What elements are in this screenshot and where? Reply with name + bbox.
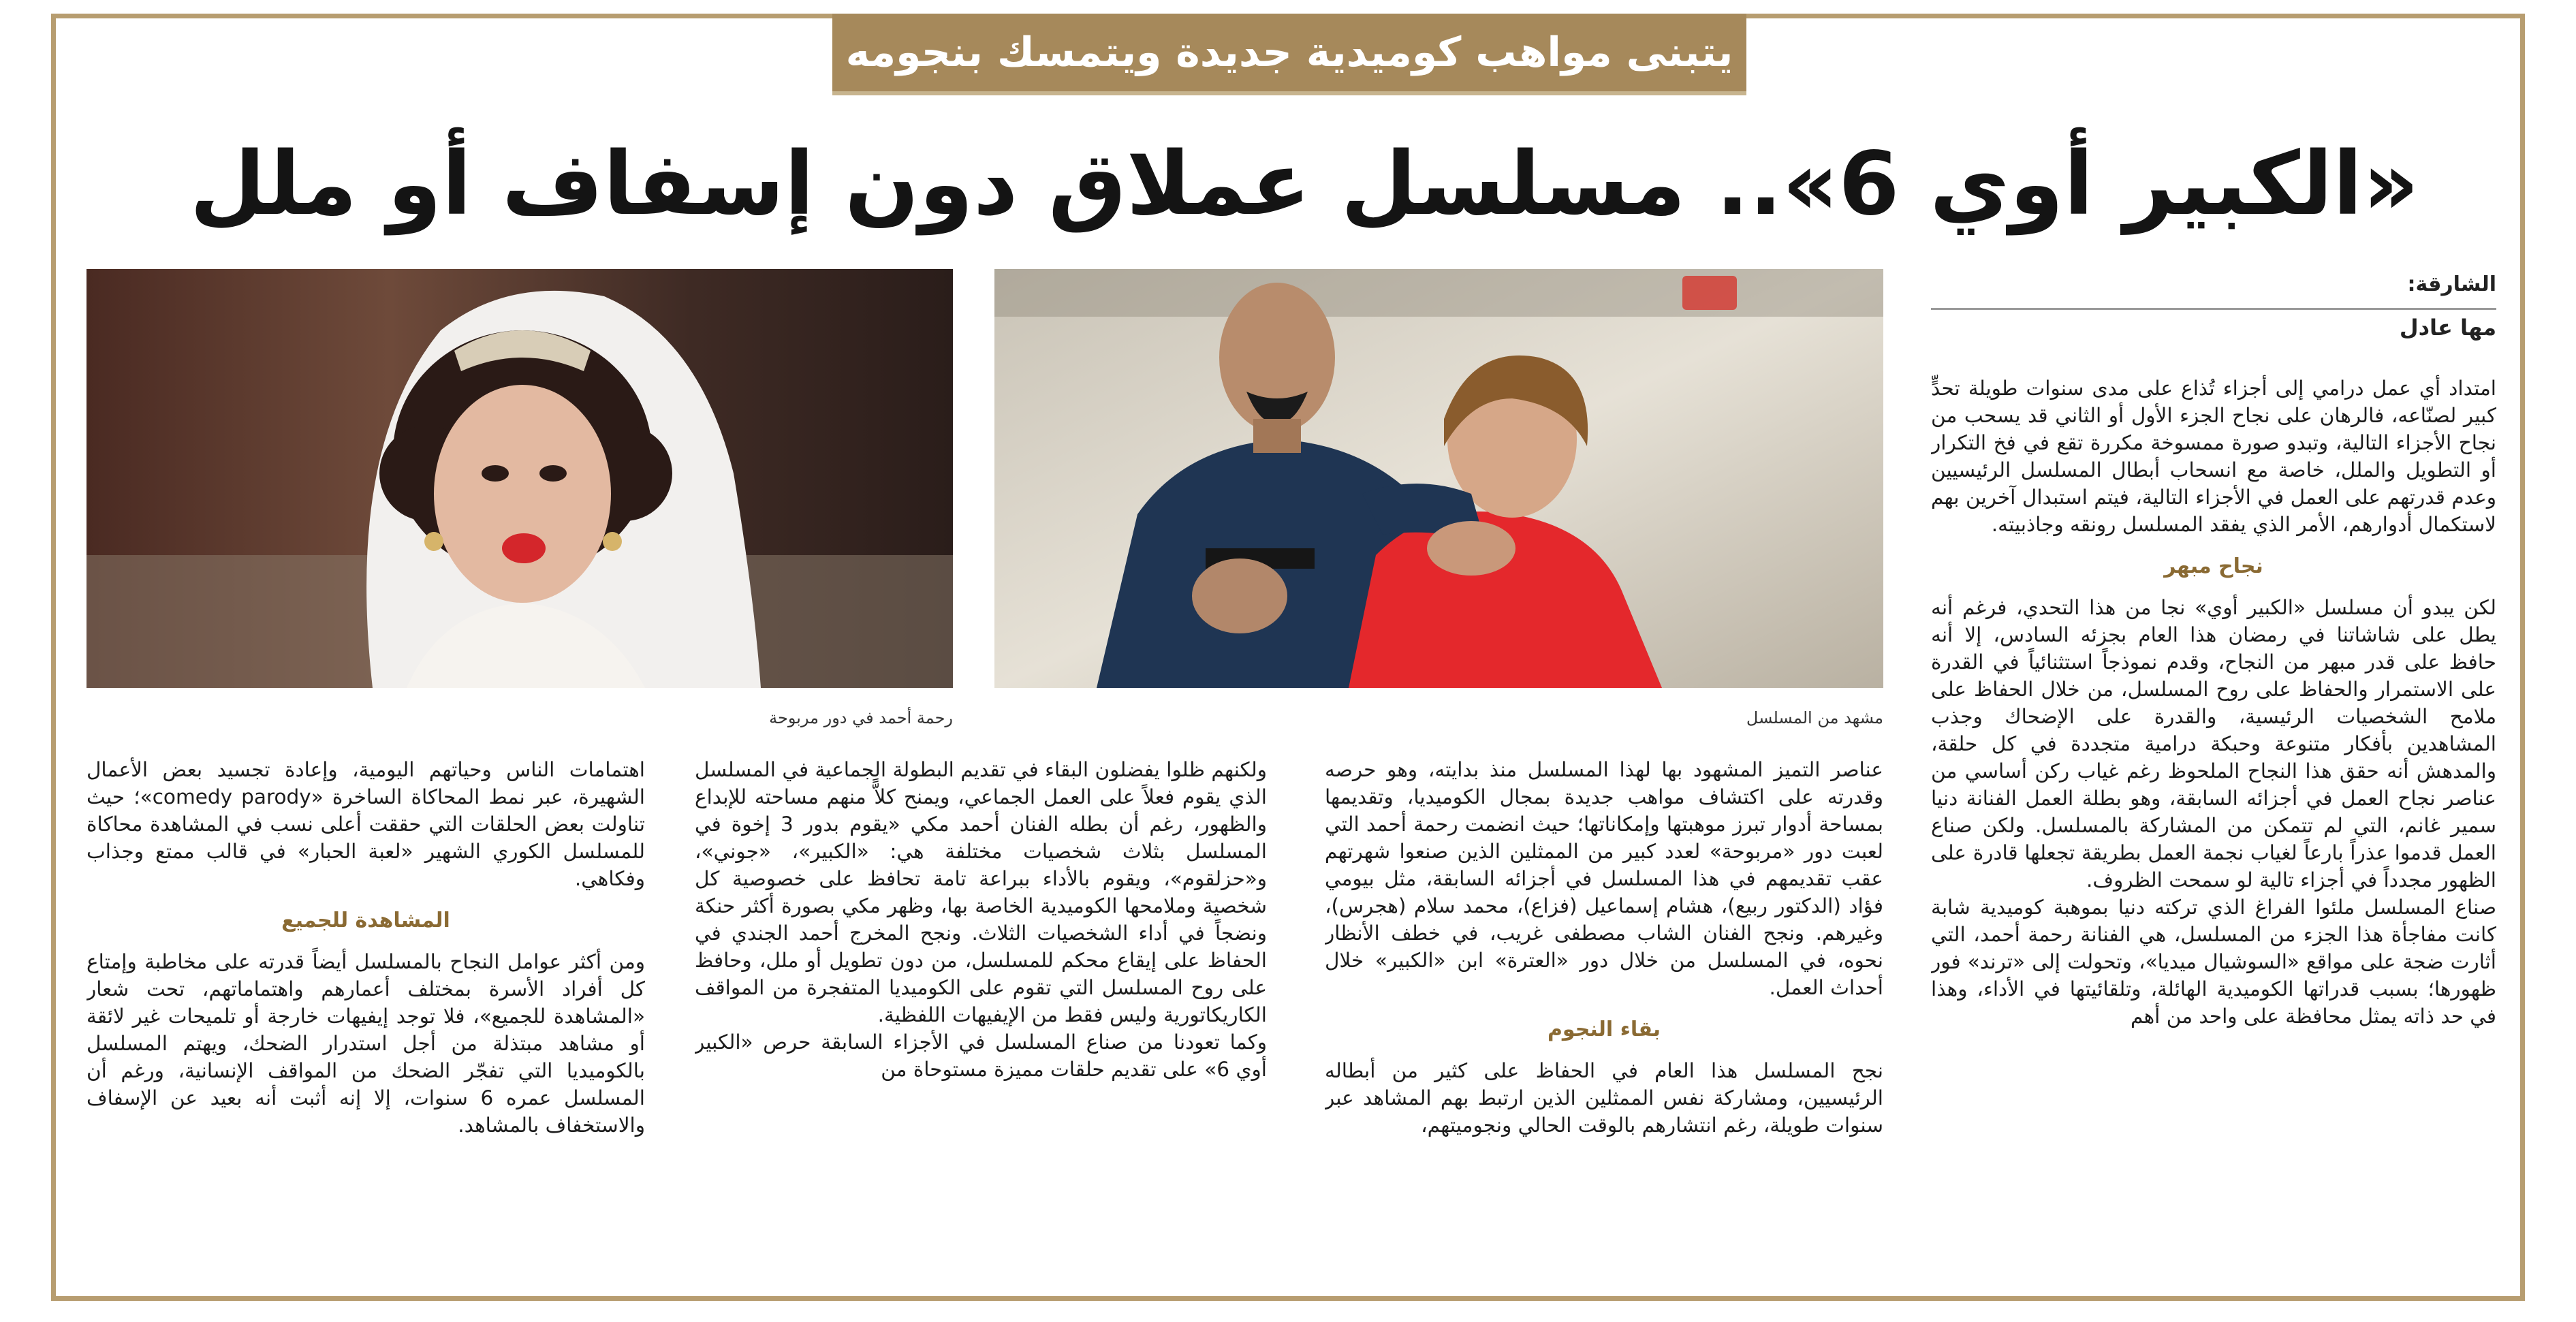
subheading: المشاهدة للجميع <box>281 909 450 932</box>
paragraph: لكن يبدو أن مسلسل «الكبير أوي» نجا من هذا التحدي، فرغم أنه يطل على شاشاتنا في رمضان هذا العام بجزئه السادس، إلا أنه حافظ على قدر مبهر من النجاح، وقدم نموذجاً استثنائياً في القدرة على الاستمرار والحفاظ على روح المسلسل، من خلال الحفاظ على ملامح الشخصيات الرئيسية، والقدرة على الإضحاك وجذب المشاهدين بأفكار متنوعة وحبكة درامية متجددة في كل حلقة، والمدهش أنه حقق هذا النجاح الملحوظ رغم غياب ركن أساسي من عناصر نجاح العمل في أجزائه السابقة، وهو بطلة العمل الفنانة دنيا سمير غانم، التي لم تتمكن من المشاركة بالمسلسل. ولكن صناع العمل قدموا عذراً بارعاً لغياب نجمة العمل بطريقة تجعلها قادرة على الظهور مجدداً في أجزاء تالية لو سمحت الظروف. <box>1931 596 2496 892</box>
subheading: بقاء النجوم <box>1547 1018 1661 1041</box>
subheading: نجاح مبهر <box>2164 554 2263 578</box>
paragraph: عناصر التميز المشهود بها لهذا المسلسل منذ بدايته، وهو حرصه وقدرته على اكتشاف مواهب جديدة بمجال الكوميديا، وتقديمها بمساحة أدوار تبرز موهبتها وإمكاناتها؛ حيث انضمت رحمة أحمد التي لعبت دور «مربوحة» لعدد كبير من الممثلين الذين صنعوا شهرتهم عقب تقديمهم في هذا المسلسل في أجزائه السابقة، مثل بيومي فؤاد (الدكتور ربيع)، هشام إسماعيل (فزاع)، محمد سلام (هجرس)، وغيرهم. ونجح الفنان الشاب مصطفى غريب، في خطف الأنظار نحوه، في المسلسل من خلال دور «العترة» ابن «الكبير» خلال أحداث العمل. <box>1325 758 1883 999</box>
rahma-photo-caption: رحمة أحمد في دور مربوحة <box>769 708 953 727</box>
dateline: الشارقة: <box>2407 272 2496 296</box>
author-byline: مها عادل <box>2399 315 2496 341</box>
paragraph: اهتمامات الناس وحياتهم اليومية، وإعادة تجسيد بعض الأعمال الشهيرة، عبر نمط المحاكاة الساخرة «comedy parody»؛ حيث تناولت بعض الحلقات التي حققت أعلى نسب في المشاهدة محاكاة للمسلسل الكوري الشهير «لعبة الحبار» في قالب ممتع وجذاب وفكاهي. <box>87 758 645 890</box>
article-column-4 <box>87 756 645 1274</box>
headline: «الكبير أوي 6».. مسلسل عملاق دون إسفاف أو ملل <box>189 133 2419 235</box>
paragraph: وكما تعودنا من صناع المسلسل في الأجزاء السابقة حرص «الكبير أوي 6» على تقديم حلقات مميزة مستوحاة من <box>695 1030 1267 1081</box>
scene-photo-illustration <box>994 269 1883 688</box>
rahma-photo-illustration <box>87 269 953 688</box>
paragraph: ومن أكثر عوامل النجاح بالمسلسل أيضاً قدرته على مخاطبة وإمتاع كل أفراد الأسرة بمختلف أعمارهم واهتماماتهم، تحت شعار «المشاهدة للجميع»، فلا توجد إيفيهات خارجة أو تلميحات غير لائقة أو مشاهد مبتذلة من أجل استدرار الضحك، ويهتم المسلسل بالكوميديا التي تفجّر الضحك من المواقف الإنسانية، ورغم أن المسلسل عمره 6 سنوات، إلا إنه أثبت أنه بعيد عن الإسفاف والاستخفاف بالمشاهد. <box>87 950 645 1137</box>
paragraph: ولكنهم ظلوا يفضلون البقاء في تقديم البطولة الجماعية في المسلسل الذي يقوم فعلاً على العمل الجماعي، ويمنح كلاًّ منهم مساحته للإبداع والظهور، رغم أن بطله الفنان أحمد مكي «يقوم بدور 3 إخوة في المسلسل بثلاث شخصيات مختلفة هي: «الكبير»، «جوني»، و«حزلقوم»، ويقوم بالأداء ببراعة تامة تحافظ على خصوصية كل شخصية وملامحها الكوميدية الخاصة بها، وظهر مكي بصورة أكثر حنكة ونضجاً في أداء الشخصيات الثلاث. ونجح المخرج أحمد الجندي في الحفاظ على إيقاع محكم للمسلسل، من دون تطويل أو ملل، وحافظ على روح المسلسل التي تقوم على الكوميديا المتفجرة من المواقف الكاريكاتورية وليس فقط من الإيفيهات اللفظية. <box>695 758 1267 1026</box>
byline-divider <box>1931 308 2496 310</box>
scene-photo <box>994 269 1883 688</box>
scene-photo-caption: مشهد من المسلسل <box>1746 708 1883 727</box>
paragraph: صناع المسلسل ملئوا الفراغ الذي تركته دنيا بموهبة كوميدية شابة كانت مفاجأة هذا الجزء من المسلسل، هي الفنانة رحمة أحمد، التي أثارت ضجة على مواقع «السوشيال ميديا»، وتحولت إلى «ترند» فور ظهورها؛ بسبب قدراتها الكوميدية الهائلة، وتلقائيتها في الأداء، وهذا في حد ذاته يمثل محافظة على واحد من أهم <box>1931 896 2496 1028</box>
kicker-banner: يتبنى مواهب كوميدية جديدة ويتمسك بنجومه <box>832 14 1746 95</box>
article-column-2 <box>1325 756 1883 1274</box>
article-column-1 <box>1931 375 2496 1274</box>
article-column-3 <box>695 756 1267 1274</box>
paragraph: امتداد أي عمل درامي إلى أجزاء تُذاع على مدى سنوات طويلة تحدٍّ كبير لصنّاعه، فالرهان على نجاح الجزء الأول أو الثاني قد يسحب من نجاح الأجزاء التالية، وتبدو صورة ممسوخة مكررة تقع في فخ التكرار أو التطويل والملل، خاصة مع انسحاب أبطال المسلسل الرئيسيين وعدم قدرتهم على العمل في الأجزاء التالية، فيتم استبدال آخرين بهم لاستكمال أدوارهم، الأمر الذي يفقد المسلسل رونقه وجاذبيته. <box>1931 377 2496 536</box>
rahma-photo <box>87 269 953 688</box>
paragraph: نجح المسلسل هذا العام في الحفاظ على كثير من أبطاله الرئيسيين، ومشاركة نفس الممثلين الذين ارتبط بهم المشاهد عبر سنوات طويلة، رغم انتشارهم بالوقت الحالي ونجوميتهم، <box>1325 1059 1883 1137</box>
